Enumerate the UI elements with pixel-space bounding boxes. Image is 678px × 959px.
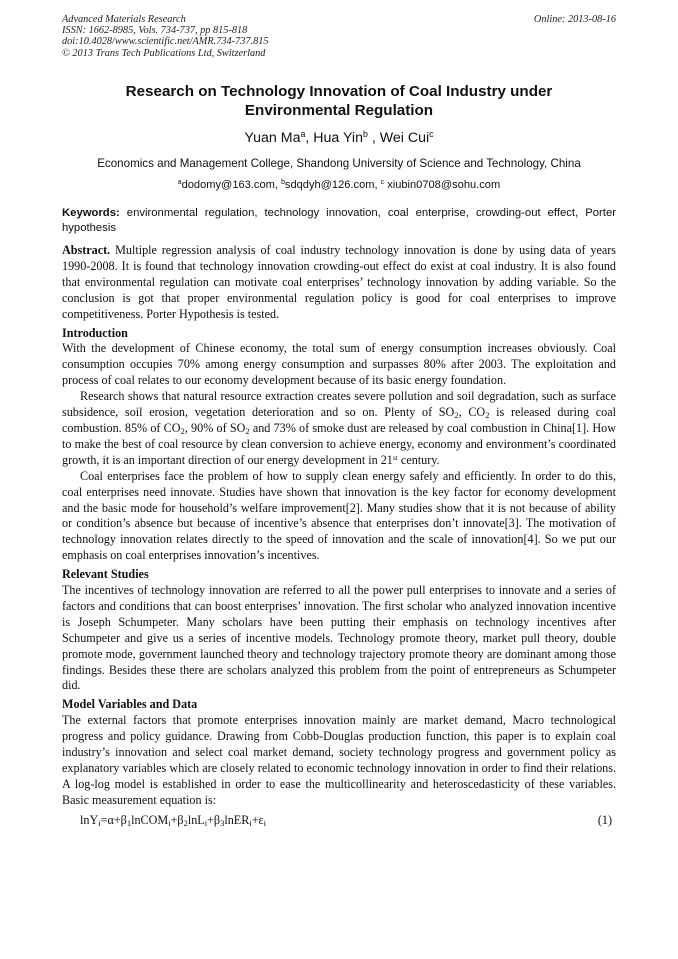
author-2-sup: b: [362, 129, 368, 140]
author-3-sup: c: [429, 129, 434, 140]
paper-title: [62, 82, 616, 120]
section-heading-introduction: Introduction: [62, 325, 128, 340]
copyright-line: © 2013 Trans Tech Publications Ltd, Switzerland: [62, 47, 266, 59]
doi-line: doi:10.4028/www.scientific.net/AMR.734-737.815: [62, 36, 269, 48]
email-list: [62, 179, 616, 191]
title-line-1: Research on Technology Innovation of Coal Industry under: [125, 83, 553, 100]
keywords-label: Keywords:: [62, 207, 120, 219]
online-date: Online: 2013-08-16: [533, 14, 616, 25]
author-3: Wei Cui: [379, 130, 430, 146]
abstract-label: Abstract.: [62, 243, 111, 257]
section-heading-relevant-studies: Relevant Studies: [62, 567, 149, 582]
author-2: Hua Yin: [313, 130, 363, 146]
equation-1: [62, 813, 616, 831]
abstract: [62, 243, 616, 323]
equation-number: (1): [597, 812, 612, 827]
intro-paragraph-1: With the development of Chinese economy, the total sum of energy consumption increases obviously. Coal consumption occupies 70% among energy consumption and surpasses 80% after 2003. The exploitation and process of coal relates to our economy development because of its basic energy foundation.: [62, 341, 616, 388]
email-3[interactable]: xiubin0708@sohu.com: [387, 179, 501, 191]
intro-paragraph-2: Research shows that natural resource extraction creates severe pollution and soil degradation, such as surface subsidence, soil erosion, vegetation deterioration and so on. Plenty of $SO_2$, $CO_2$ is released during coal combustion. 85% of $CO_2$, 90% of $SO_2$ and 73% of smoke dust are released by coal combustion in China[1]. How to make the best of coal resource by clean conversion to achieve energy, economy and environment’s coordinated growth, it is an important direction of our energy development in 21st century.: [62, 389, 617, 467]
email-2[interactable]: sdqdyh@126.com,: [284, 179, 378, 191]
intro-paragraph-3: Coal enterprises face the problem of how to supply clean energy safely and efficiently. In order to do this, coal enterprises need innovate. Studies have shown that innovation is the key factor for economy development and the basic mode for household’s welfare improvement[2]. Many studies show that it is not because of ability or condition’s absence but because of incentive’s absence that enterprises don’t innovate[3]. The motivation of technology innovation relates directly to the speed of innovation and the scale of innovation[4]. So we put our emphasis on coal enterprises innovation’s incentives.: [62, 468, 616, 563]
author-list: Yuan Ma$^a$, Hua Yin$^b$ , Wei Cui$^c$: [244, 129, 434, 146]
title-line-2: Environmental Regulation: [244, 102, 434, 119]
issn-line: ISSN: 1662-8985, Vols. 734-737, pp 815-818: [62, 25, 248, 37]
keywords: [62, 206, 616, 236]
email-1-sup: a: [177, 179, 182, 187]
equation-expression: $\ln Y_i=\alpha+\beta_1lnCOM_i+\beta_2\ln L_i+\beta_3lnER_i+\varepsilon_i$: [80, 812, 267, 828]
model-paragraph-1: The external factors that promote enterprises innovation mainly are market demand, Macro technological progress and policy guidance. Drawing from Cobb-Douglas production function, this paper is to explain coal industry’s innovation and select coal market demand, society technology progress and government policy as explanatory variables which are closely related to economic technology innovation in order to find their relations. A log-log model is established in order to ease the multicollinearity and heteroscedasticity of these variables. Basic measurement equation is:: [62, 713, 616, 807]
email-1[interactable]: dodomy@163.com,: [181, 179, 278, 191]
relevant-paragraph-1: The incentives of technology innovation are referred to all the power pull enterprises to innovate and a series of factors and conditions that can boost enterprises’ innovation. The first scholar who analyzed innovation incentive is Joseph Schumpeter. Many scholars have been putting their emphasis on technology incentives after Schumpeter and give us a series of incentive models. Technology promote theory, market pull theory, double promote mode, government launched theory and technology trajectory promote theory are dominant among those findings. Besides these there are scholars analyzed this problem from the point of entrepreneurs as Schumpeter did.: [62, 583, 616, 693]
paper-body: [62, 243, 616, 831]
journal-name: Advanced Materials Research: [62, 14, 186, 25]
email-3-sup: c: [380, 179, 385, 187]
journal-header: [62, 14, 269, 59]
author-1: Yuan Ma: [244, 130, 301, 146]
keywords-text: environmental regulation, technology innovation, coal enterprise, crowding-out effect, Porter hypothesis: [62, 207, 616, 234]
author-1-sup: a: [300, 129, 306, 140]
affiliation: Economics and Management College, Shandong University of Science and Technology, China: [97, 157, 581, 170]
section-heading-model: Model Variables and Data: [62, 697, 198, 712]
email-2-sup: b: [281, 179, 285, 187]
abstract-text: Multiple regression analysis of coal industry technology innovation is done by using data of years 1990-2008. It is found that technology innovation crowding-out effect do exist at coal industry. It is also found that environmental regulation can motivate coal enterprises’ technology innovation by adding variable. So the conclusion is got that proper environmental regulation policy is good for coal enterprises to improve competitiveness. Porter Hypothesis is tested.: [62, 243, 616, 321]
